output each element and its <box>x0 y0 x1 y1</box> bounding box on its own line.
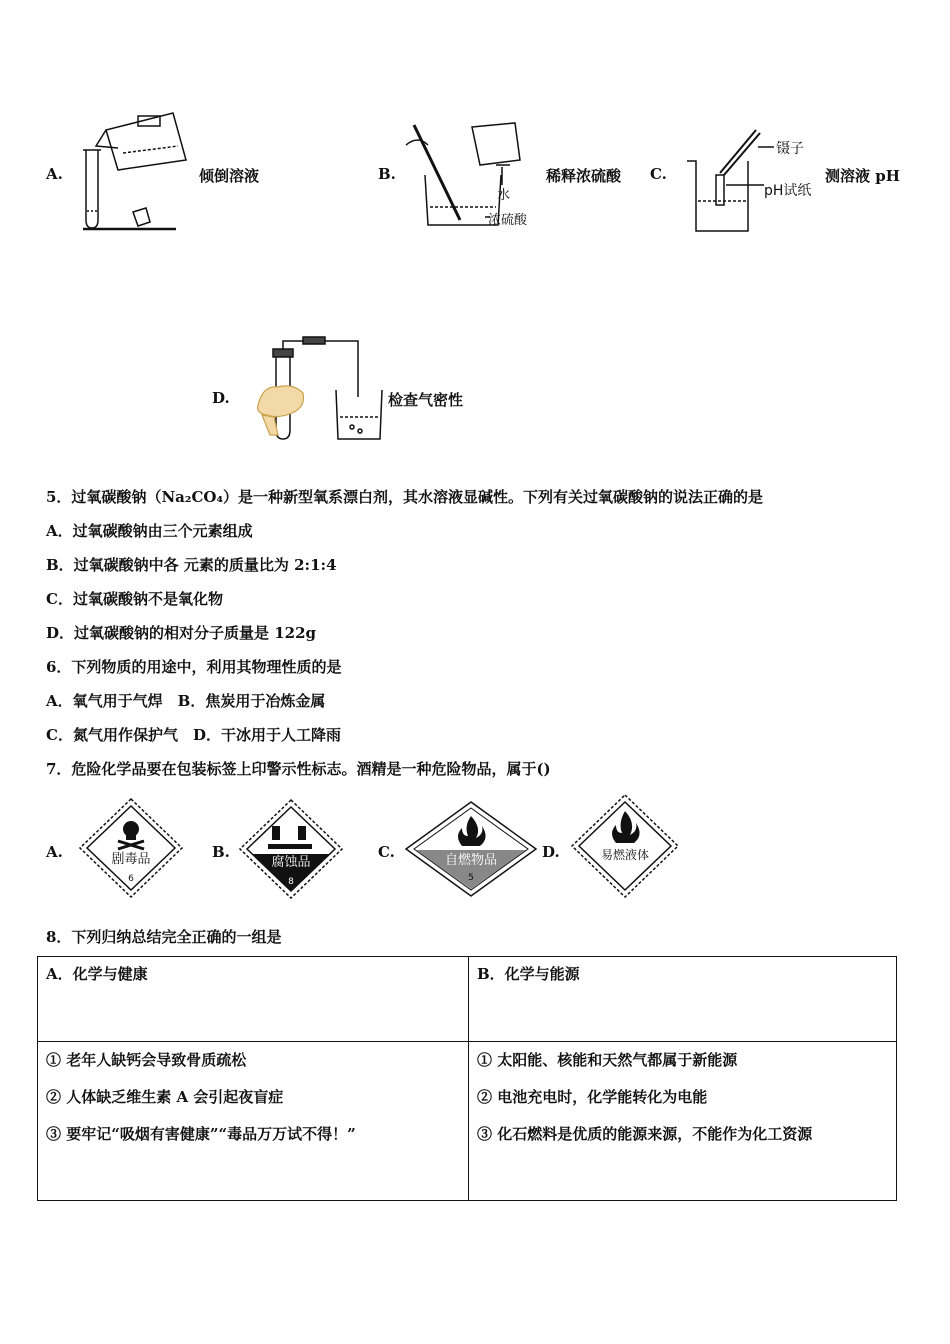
q4-option-d-letter: D. <box>212 389 230 407</box>
q6-options-row2: C．氮气用作保护气 D．干冰用于人工降雨 <box>46 726 341 744</box>
q8-col-a-item-2: ② 人体缺乏维生素 A 会引起夜盲症 <box>46 1088 284 1106</box>
q7-option-d-letter: D. <box>542 843 560 861</box>
measure-ph-illustration <box>684 125 824 235</box>
q6-stem: 6．下列物质的用途中，利用其物理性质的是 <box>46 658 342 676</box>
corrosive-sign-text: 腐蚀品 <box>271 855 311 870</box>
q8-stem: 8．下列归纳总结完全正确的一组是 <box>46 928 282 946</box>
q8-col-a-head: A．化学与健康 <box>46 965 148 983</box>
spontaneous-sign-text: 自燃物品 <box>444 853 498 868</box>
q8-col-b-head-cell <box>469 957 897 1042</box>
q5-option-a: A．过氧碳酸钠由三个元素组成 <box>46 522 253 540</box>
acid-label: 浓硫酸 <box>488 213 528 228</box>
flammable-sign-text: 易燃液体 <box>600 848 650 862</box>
q7-stem: 7．危险化学品要在包装标签上印警示性标志。酒精是一种危险物品，属于() <box>46 760 551 778</box>
toxic-sign-number: 6 <box>128 874 134 884</box>
q7-option-c-letter: C. <box>378 843 395 861</box>
flammable-liquid-sign <box>570 793 680 899</box>
toxic-sign <box>78 797 184 899</box>
spontaneous-combustion-sign <box>404 800 538 898</box>
q4-option-a-letter: A. <box>46 165 63 183</box>
q8-col-b-item-2: ② 电池充电时，化学能转化为电能 <box>477 1088 708 1106</box>
q8-col-b-item-3: ③ 化石燃料是优质的能源来源，不能作为化工资源 <box>477 1125 813 1143</box>
q8-col-a-item-1: ① 老年人缺钙会导致骨质疏松 <box>46 1051 247 1069</box>
pour-solution-illustration <box>78 108 193 233</box>
airtightness-illustration <box>248 335 388 445</box>
q8-summary-table <box>37 956 897 1201</box>
q4-option-b-letter: B. <box>378 165 396 183</box>
q4-option-c-letter: C. <box>650 165 667 183</box>
q8-col-b-body <box>469 1042 897 1201</box>
tweezers-label: 镊子 <box>776 141 804 157</box>
q8-col-a-item-3: ③ 要牢记“吸烟有害健康”“毒品万万试不得！” <box>46 1125 356 1143</box>
q6-options-row1: A．氧气用于气焊 B．焦炭用于冶炼金属 <box>46 692 326 710</box>
dilute-acid-illustration <box>400 115 545 235</box>
q5-option-d: D．过氧碳酸钠的相对分子质量是 122g <box>46 624 317 642</box>
q4-option-c-caption: 测溶液 pH <box>825 167 900 185</box>
ph-paper-label: pH试纸 <box>764 183 812 199</box>
toxic-sign-text: 剧毒品 <box>111 852 151 867</box>
q7-option-a-letter: A. <box>46 843 63 861</box>
q8-col-a-body <box>38 1042 469 1201</box>
q5-option-b: B．过氧碳酸钠中各 元素的质量比为 2:1:4 <box>46 556 337 574</box>
q4-option-d-caption: 检查气密性 <box>388 391 464 409</box>
q8-col-b-item-1: ① 太阳能、核能和天然气都属于新能源 <box>477 1051 738 1069</box>
corrosive-sign <box>238 798 344 900</box>
corrosive-sign-number: 8 <box>288 877 294 887</box>
q4-option-a-caption: 倾倒溶液 <box>199 167 260 185</box>
q5-stem: 5．过氧碳酸钠（Na₂CO₄）是一种新型氧系漂白剂，其水溶液显碱性。下列有关过氧碳酸钠的说法正确的是 <box>46 488 764 506</box>
q5-option-c: C．过氧碳酸钠不是氧化物 <box>46 590 223 608</box>
water-label: 水 <box>497 188 511 203</box>
q7-option-b-letter: B. <box>212 843 230 861</box>
q4-option-b-caption: 稀释浓硫酸 <box>546 167 622 185</box>
q8-col-a-head-cell <box>38 957 469 1042</box>
spontaneous-sign-number: 5 <box>468 873 474 883</box>
q8-col-b-head: B．化学与能源 <box>477 965 580 983</box>
